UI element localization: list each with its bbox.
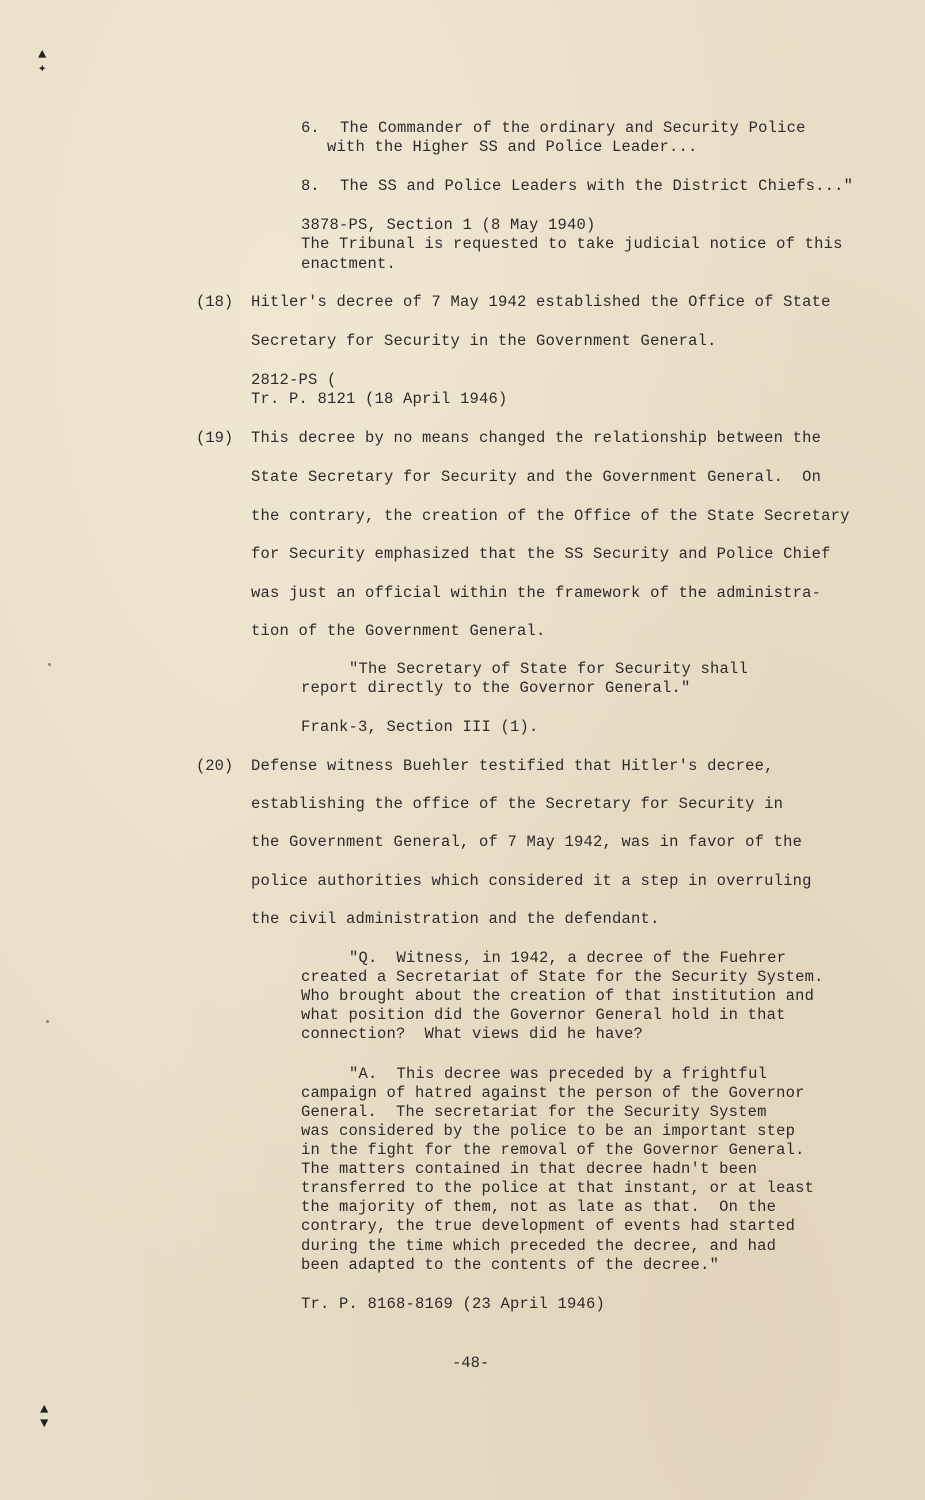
paragraph-19-line: for Security emphasized that the SS Security and Police Chief xyxy=(251,545,831,563)
paragraph-20-line: establishing the office of the Secretary for Security in xyxy=(251,795,784,813)
item-6-number: 6. xyxy=(301,119,320,137)
paragraph-20-line: Defense witness Buehler testified that Hitler's decree, xyxy=(251,757,774,775)
paragraph-19-line: State Secretary for Security and the Government General. On xyxy=(251,468,822,486)
quote-answer-line: "A. This decree was preceded by a frightful xyxy=(349,1065,768,1083)
paragraph-19-line: was just an official within the framework of the administra- xyxy=(251,584,822,602)
paragraph-19-line: the contrary, the creation of the Office of the State Secretary xyxy=(251,507,850,525)
citation-3878-ps: 3878-PS, Section 1 (8 May 1940) xyxy=(301,216,596,234)
quote-answer-line: been adapted to the contents of the decree." xyxy=(301,1256,720,1274)
paragraph-19-line: tion of the Government General. xyxy=(251,622,546,640)
page-number: -48- xyxy=(452,1354,490,1372)
quote-answer-line: was considered by the police to be an important step xyxy=(301,1122,796,1140)
quote-answer-line: contrary, the true development of events had started xyxy=(301,1217,796,1235)
quote-question-line: created a Secretariat of State for the Security System. xyxy=(301,968,824,986)
quote-19-line: "The Secretary of State for Security shall xyxy=(349,660,749,678)
quote-answer-line: during the time which preceded the decree, and had xyxy=(301,1237,777,1255)
citation-transcript-8168: Tr. P. 8168-8169 (23 April 1946) xyxy=(301,1295,606,1313)
item-8-line: The SS and Police Leaders with the District Chiefs..." xyxy=(340,177,854,195)
quote-answer-line: campaign of hatred against the person of the Governor xyxy=(301,1084,805,1102)
paper-speck xyxy=(48,663,51,666)
paragraph-20-number: (20) xyxy=(196,757,234,775)
paragraph-18-line: Hitler's decree of 7 May 1942 established the Office of State xyxy=(251,293,831,311)
item-6-line: with the Higher SS and Police Leader... xyxy=(327,138,698,156)
paragraph-18-line: Secretary for Security in the Government General. xyxy=(251,332,717,350)
quote-answer-line: the majority of them, not as late as that. On the xyxy=(301,1198,777,1216)
citation-2812-ps: 2812-PS ( xyxy=(251,371,337,389)
citation-judicial-notice: The Tribunal is requested to take judicial notice of this xyxy=(301,235,843,253)
quote-answer-line: transferred to the police at that instant, or at least xyxy=(301,1179,815,1197)
citation-frank-3: Frank-3, Section III (1). xyxy=(301,718,539,736)
paragraph-20-line: the civil administration and the defendant. xyxy=(251,910,660,928)
paragraph-20-line: the Government General, of 7 May 1942, was in favor of the xyxy=(251,833,803,851)
quote-answer-line: The matters contained in that decree hadn't been xyxy=(301,1160,758,1178)
citation-judicial-notice: enactment. xyxy=(301,255,397,273)
quote-answer-line: in the fight for the removal of the Governor General. xyxy=(301,1141,805,1159)
quote-question-line: "Q. Witness, in 1942, a decree of the Fuehrer xyxy=(349,949,787,967)
paragraph-20-line: police authorities which considered it a step in overruling xyxy=(251,872,812,890)
item-8-number: 8. xyxy=(301,177,320,195)
quote-answer-line: General. The secretariat for the Security System xyxy=(301,1103,767,1121)
quote-question-line: what position did the Governor General hold in that xyxy=(301,1006,786,1024)
binder-mark-bottom-icon: ▲ ▼ xyxy=(40,1402,49,1432)
paragraph-19-number: (19) xyxy=(196,429,234,447)
quote-question-line: connection? What views did he have? xyxy=(301,1025,644,1043)
quote-question-line: Who brought about the creation of that institution and xyxy=(301,987,815,1005)
citation-transcript: Tr. P. 8121 (18 April 1946) xyxy=(251,390,508,408)
quote-19-line: report directly to the Governor General." xyxy=(301,679,691,697)
item-6-line: The Commander of the ordinary and Security Police xyxy=(340,119,806,137)
paper-speck xyxy=(46,1020,49,1023)
binder-mark-top-icon: ▲ ✦ xyxy=(38,47,47,77)
paragraph-18-number: (18) xyxy=(196,293,234,311)
paragraph-19-line: This decree by no means changed the relationship between the xyxy=(251,429,822,447)
